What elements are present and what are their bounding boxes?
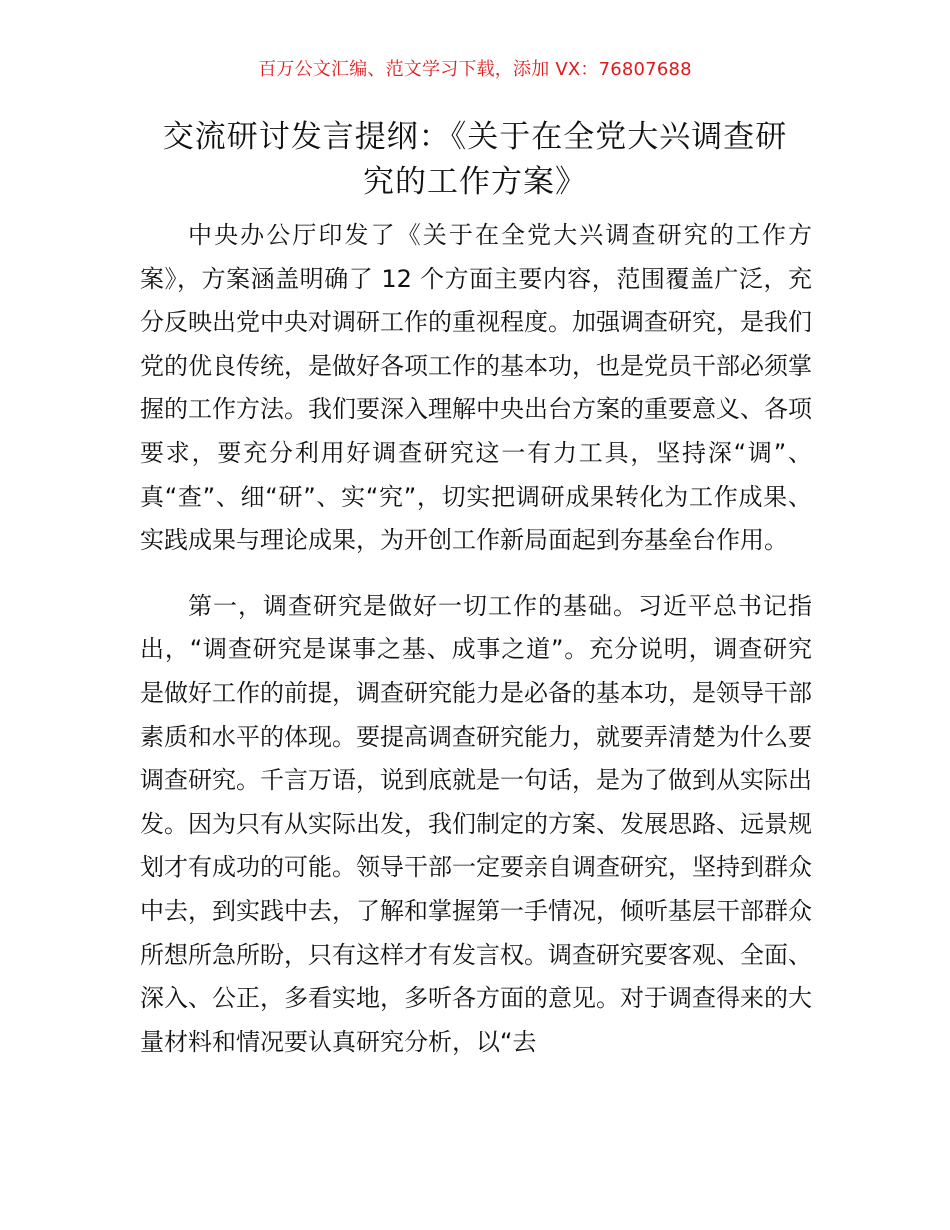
- header-watermark-note: 百万公文汇编、范文学习下载，添加 VX：76807688: [258, 59, 692, 80]
- title-line-1: 交流研讨发言提纲：《关于在全党大兴调查研: [162, 119, 788, 155]
- document-body: [140, 214, 812, 1064]
- paragraph-intro: 中央办公厅印发了《关于在全党大兴调查研究的工作方案》，方案涵盖明确了 12 个方面主要内容，范围覆盖广泛，充分反映出党中央对调研工作的重视程度。加强调查研究，是我们党的优良传统，是做好各项工作的基本功，也是党员干部必须掌握的工作方法。我们要深入理解中央出台方案的重要意义、各项要求，要充分利用好调查研究这一有力工具，坚持深“调”、真“查”、细“研”、实“究”，切实把调研成果转化为工作成果、实践成果与理论成果，为开创工作新局面起到夯基垒台作用。: [140, 221, 812, 555]
- document-title: [135, 115, 815, 205]
- title-line-2: 究的工作方案》: [363, 164, 587, 200]
- paragraph-first-point: 第一，调查研究是做好一切工作的基础。习近平总书记指出，“调查研究是谋事之基、成事之道”。充分说明，调查研究是做好工作的前提，调查研究能力是必备的基本功，是领导干部素质和水平的体现。要提高调查研究能力，就要弄清楚为什么要调查研究。千言万语，说到底就是一句话，是为了做到从实际出发。因为只有从实际出发，我们制定的方案、发展思路、远景规划才有成功的可能。领导干部一定要亲自调查研究，坚持到群众中去，到实践中去，了解和掌握第一手情况，倾听基层干部群众所想所急所盼，只有这样才有发言权。调查研究要客观、全面、深入、公正，多看实地，多听各方面的意见。对于调查得来的大量材料和情况要认真研究分析，以“去: [140, 591, 812, 1056]
